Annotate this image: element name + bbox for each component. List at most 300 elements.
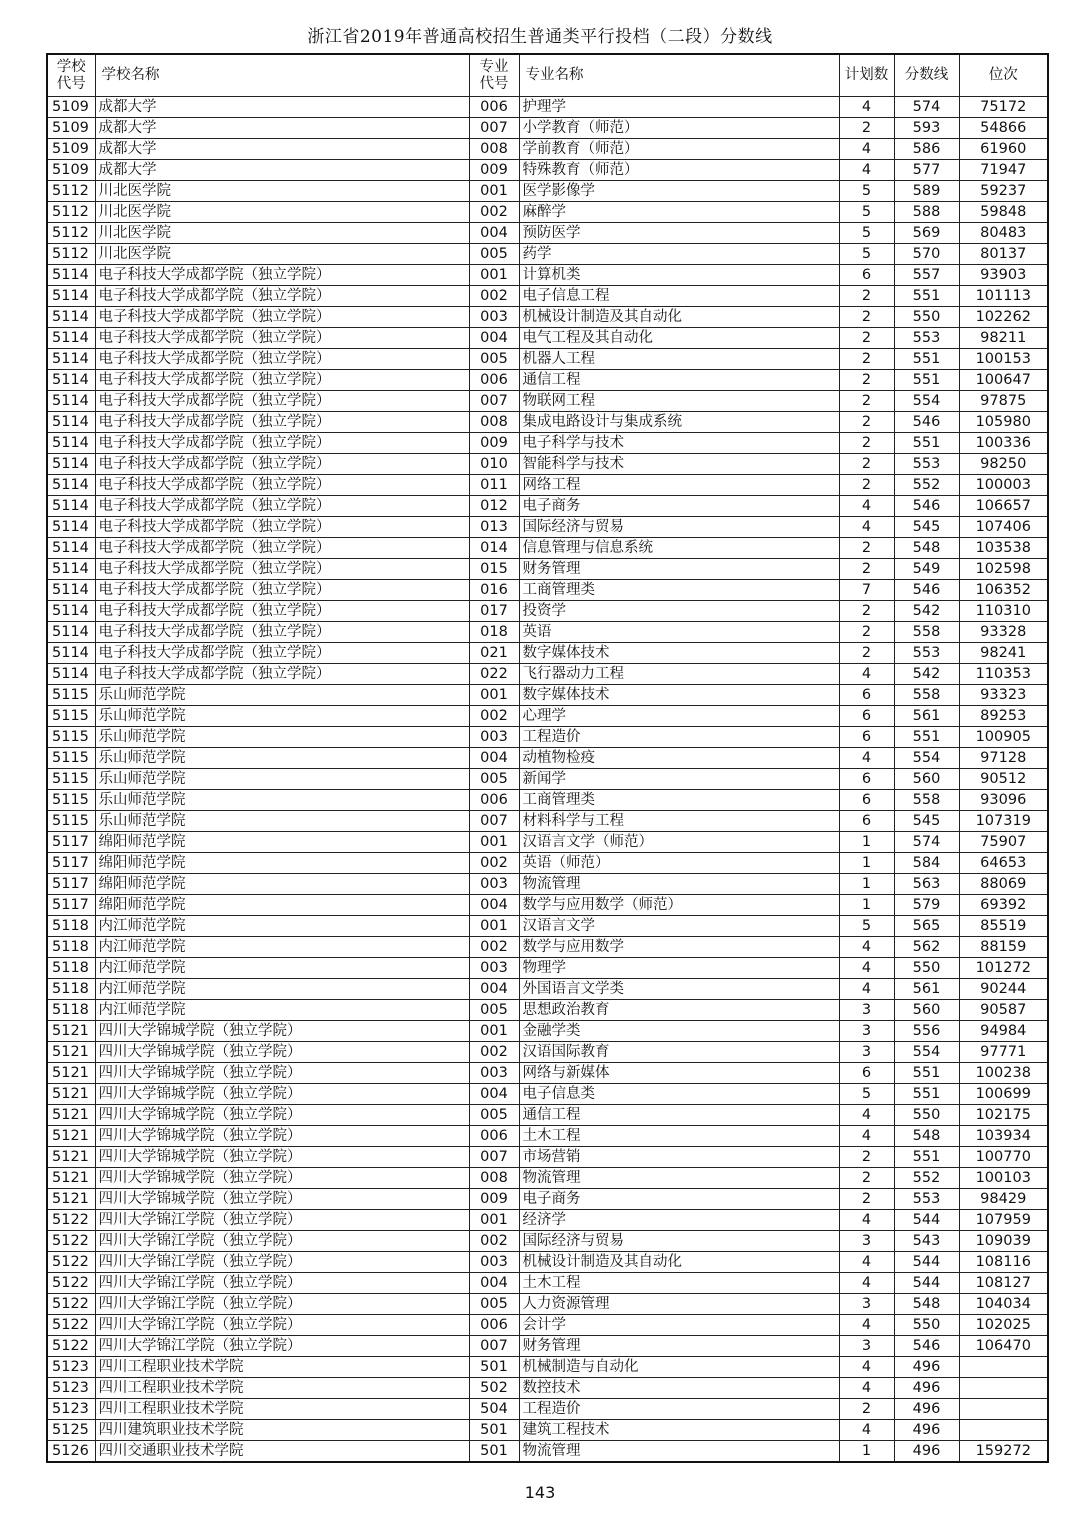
major-name-cell: 学前教育（师范）: [519, 139, 839, 160]
rank-cell: 100238: [959, 1063, 1048, 1084]
rank-cell: 103538: [959, 538, 1048, 559]
score-line-cell: 558: [894, 790, 959, 811]
school-name-cell: 四川大学锦城学院（独立学院）: [95, 1126, 469, 1147]
header-rank: 位次: [959, 54, 1048, 97]
header-school-code: 学校 代号: [47, 54, 95, 97]
plan-count-cell: 2: [839, 412, 894, 433]
rank-cell: 98211: [959, 328, 1048, 349]
score-line-cell: 552: [894, 475, 959, 496]
plan-count-cell: 5: [839, 202, 894, 223]
table-row: [47, 622, 1048, 643]
major-code-cell: 004: [469, 895, 519, 916]
rank-cell: 90244: [959, 979, 1048, 1000]
major-code-cell: 018: [469, 622, 519, 643]
rank-cell: 98429: [959, 1189, 1048, 1210]
school-code-cell: 5123: [47, 1399, 95, 1420]
school-code-cell: 5121: [47, 1189, 95, 1210]
plan-count-cell: 6: [839, 769, 894, 790]
plan-count-cell: 4: [839, 160, 894, 181]
major-code-cell: 502: [469, 1378, 519, 1399]
score-line-cell: 556: [894, 1021, 959, 1042]
score-line-cell: 551: [894, 1063, 959, 1084]
rank-cell: 110353: [959, 664, 1048, 685]
major-code-cell: 014: [469, 538, 519, 559]
rank-cell: 100905: [959, 727, 1048, 748]
school-code-cell: 5118: [47, 958, 95, 979]
plan-count-cell: 1: [839, 853, 894, 874]
major-code-cell: 008: [469, 412, 519, 433]
school-name-cell: 成都大学: [95, 118, 469, 139]
plan-count-cell: 2: [839, 1399, 894, 1420]
school-name-cell: 四川交通职业技术学院: [95, 1441, 469, 1463]
rank-cell: 59848: [959, 202, 1048, 223]
school-name-cell: 乐山师范学院: [95, 790, 469, 811]
major-code-cell: 002: [469, 1231, 519, 1252]
plan-count-cell: 6: [839, 1063, 894, 1084]
school-code-cell: 5122: [47, 1294, 95, 1315]
table-row: [47, 769, 1048, 790]
school-name-cell: 四川大学锦城学院（独立学院）: [95, 1021, 469, 1042]
major-code-cell: 002: [469, 853, 519, 874]
school-code-cell: 5114: [47, 580, 95, 601]
score-line-cell: 560: [894, 1000, 959, 1021]
school-code-cell: 5114: [47, 286, 95, 307]
score-line-cell: 589: [894, 181, 959, 202]
major-code-cell: 002: [469, 1042, 519, 1063]
school-code-cell: 5115: [47, 811, 95, 832]
major-code-cell: 015: [469, 559, 519, 580]
school-code-cell: 5121: [47, 1021, 95, 1042]
major-name-cell: 机械设计制造及其自动化: [519, 1252, 839, 1273]
major-name-cell: 物联网工程: [519, 391, 839, 412]
school-name-cell: 电子科技大学成都学院（独立学院）: [95, 412, 469, 433]
school-code-cell: 5109: [47, 160, 95, 181]
major-code-cell: 005: [469, 349, 519, 370]
score-line-cell: 545: [894, 517, 959, 538]
score-line-cell: 593: [894, 118, 959, 139]
rank-cell: 100699: [959, 1084, 1048, 1105]
score-line-cell: 544: [894, 1210, 959, 1231]
plan-count-cell: 4: [839, 1357, 894, 1378]
score-line-cell: 546: [894, 580, 959, 601]
school-code-cell: 5122: [47, 1336, 95, 1357]
major-code-cell: 003: [469, 958, 519, 979]
major-code-cell: 008: [469, 139, 519, 160]
major-code-cell: 003: [469, 727, 519, 748]
major-code-cell: 012: [469, 496, 519, 517]
header-major-code: 专业 代号: [469, 54, 519, 97]
major-code-cell: 010: [469, 454, 519, 475]
plan-count-cell: 4: [839, 1378, 894, 1399]
header-major-name: 专业名称: [519, 54, 839, 97]
school-name-cell: 电子科技大学成都学院（独立学院）: [95, 286, 469, 307]
score-table: [46, 53, 1049, 1463]
table-row: [47, 1357, 1048, 1378]
school-name-cell: 乐山师范学院: [95, 769, 469, 790]
school-name-cell: 电子科技大学成都学院（独立学院）: [95, 391, 469, 412]
rank-cell: 108116: [959, 1252, 1048, 1273]
score-line-cell: 570: [894, 244, 959, 265]
school-code-cell: 5114: [47, 643, 95, 664]
school-code-cell: 5122: [47, 1273, 95, 1294]
major-code-cell: 001: [469, 916, 519, 937]
table-row: [47, 1105, 1048, 1126]
major-name-cell: 建筑工程技术: [519, 1420, 839, 1441]
table-row: [47, 958, 1048, 979]
rank-cell: 93096: [959, 790, 1048, 811]
school-name-cell: 四川工程职业技术学院: [95, 1357, 469, 1378]
table-row: [47, 1084, 1048, 1105]
school-name-cell: 电子科技大学成都学院（独立学院）: [95, 664, 469, 685]
school-name-cell: 四川大学锦江学院（独立学院）: [95, 1273, 469, 1294]
school-name-cell: 川北医学院: [95, 244, 469, 265]
school-code-cell: 5117: [47, 853, 95, 874]
table-body: [47, 97, 1048, 1463]
table-row: [47, 433, 1048, 454]
plan-count-cell: 2: [839, 307, 894, 328]
major-code-cell: 003: [469, 1063, 519, 1084]
school-name-cell: 电子科技大学成都学院（独立学院）: [95, 265, 469, 286]
major-code-cell: 011: [469, 475, 519, 496]
plan-count-cell: 2: [839, 328, 894, 349]
school-code-cell: 5114: [47, 370, 95, 391]
major-name-cell: 药学: [519, 244, 839, 265]
table-row: [47, 475, 1048, 496]
school-code-cell: 5115: [47, 790, 95, 811]
school-name-cell: 成都大学: [95, 160, 469, 181]
school-code-cell: 5114: [47, 475, 95, 496]
major-code-cell: 007: [469, 118, 519, 139]
rank-cell: 107406: [959, 517, 1048, 538]
school-code-cell: 5112: [47, 181, 95, 202]
rank-cell: 97128: [959, 748, 1048, 769]
major-name-cell: 英语: [519, 622, 839, 643]
major-code-cell: 006: [469, 1315, 519, 1336]
major-code-cell: 004: [469, 328, 519, 349]
table-row: [47, 391, 1048, 412]
plan-count-cell: 4: [839, 517, 894, 538]
plan-count-cell: 6: [839, 790, 894, 811]
major-code-cell: 002: [469, 937, 519, 958]
major-code-cell: 002: [469, 202, 519, 223]
table-row: [47, 97, 1048, 118]
plan-count-cell: 6: [839, 265, 894, 286]
school-code-cell: 5123: [47, 1357, 95, 1378]
school-code-cell: 5114: [47, 265, 95, 286]
score-line-cell: 542: [894, 664, 959, 685]
school-name-cell: 绵阳师范学院: [95, 895, 469, 916]
score-line-cell: 588: [894, 202, 959, 223]
major-code-cell: 016: [469, 580, 519, 601]
table-row: [47, 1042, 1048, 1063]
major-name-cell: 数学与应用数学（师范）: [519, 895, 839, 916]
major-code-cell: 002: [469, 286, 519, 307]
plan-count-cell: 4: [839, 979, 894, 1000]
rank-cell: 90512: [959, 769, 1048, 790]
school-name-cell: 四川大学锦城学院（独立学院）: [95, 1063, 469, 1084]
major-name-cell: 智能科学与技术: [519, 454, 839, 475]
header-plan: 计划数: [839, 54, 894, 97]
school-name-cell: 电子科技大学成都学院（独立学院）: [95, 601, 469, 622]
score-line-cell: 549: [894, 559, 959, 580]
score-line-cell: 546: [894, 412, 959, 433]
major-name-cell: 数控技术: [519, 1378, 839, 1399]
score-line-cell: 553: [894, 328, 959, 349]
table-row: [47, 370, 1048, 391]
rank-cell: 100153: [959, 349, 1048, 370]
header-school-name: 学校名称: [95, 54, 469, 97]
plan-count-cell: 2: [839, 643, 894, 664]
school-code-cell: 5115: [47, 748, 95, 769]
school-name-cell: 电子科技大学成都学院（独立学院）: [95, 370, 469, 391]
table-row: [47, 580, 1048, 601]
table-row: [47, 874, 1048, 895]
plan-count-cell: 6: [839, 811, 894, 832]
major-code-cell: 009: [469, 160, 519, 181]
major-name-cell: 英语（师范）: [519, 853, 839, 874]
score-line-cell: 558: [894, 622, 959, 643]
table-row: [47, 265, 1048, 286]
score-line-cell: 577: [894, 160, 959, 181]
school-name-cell: 电子科技大学成都学院（独立学院）: [95, 496, 469, 517]
score-line-cell: 586: [894, 139, 959, 160]
major-name-cell: 土木工程: [519, 1126, 839, 1147]
plan-count-cell: 6: [839, 727, 894, 748]
school-code-cell: 5118: [47, 937, 95, 958]
score-line-cell: 546: [894, 1336, 959, 1357]
table-row: [47, 790, 1048, 811]
major-name-cell: 飞行器动力工程: [519, 664, 839, 685]
rank-cell: 102175: [959, 1105, 1048, 1126]
rank-cell: 159272: [959, 1441, 1048, 1463]
major-name-cell: 物流管理: [519, 1441, 839, 1463]
major-code-cell: 001: [469, 1210, 519, 1231]
major-code-cell: 022: [469, 664, 519, 685]
header-score: 分数线: [894, 54, 959, 97]
school-name-cell: 四川大学锦江学院（独立学院）: [95, 1315, 469, 1336]
table-row: [47, 1021, 1048, 1042]
rank-cell: 85519: [959, 916, 1048, 937]
table-row: [47, 349, 1048, 370]
major-name-cell: 电子信息类: [519, 1084, 839, 1105]
major-code-cell: 005: [469, 1294, 519, 1315]
major-code-cell: 007: [469, 1147, 519, 1168]
rank-cell: 97771: [959, 1042, 1048, 1063]
plan-count-cell: 4: [839, 1252, 894, 1273]
school-name-cell: 绵阳师范学院: [95, 874, 469, 895]
school-code-cell: 5114: [47, 601, 95, 622]
score-line-cell: 553: [894, 643, 959, 664]
school-name-cell: 电子科技大学成都学院（独立学院）: [95, 433, 469, 454]
school-code-cell: 5114: [47, 622, 95, 643]
major-name-cell: 材料科学与工程: [519, 811, 839, 832]
rank-cell: 109039: [959, 1231, 1048, 1252]
table-row: [47, 307, 1048, 328]
major-name-cell: 麻醉学: [519, 202, 839, 223]
plan-count-cell: 2: [839, 370, 894, 391]
table-row: [47, 748, 1048, 769]
school-name-cell: 内江师范学院: [95, 916, 469, 937]
school-name-cell: 四川大学锦城学院（独立学院）: [95, 1189, 469, 1210]
table-row: [47, 811, 1048, 832]
rank-cell: 107319: [959, 811, 1048, 832]
school-name-cell: 内江师范学院: [95, 979, 469, 1000]
score-line-cell: 496: [894, 1441, 959, 1463]
table-row: [47, 517, 1048, 538]
major-code-cell: 501: [469, 1420, 519, 1441]
school-code-cell: 5121: [47, 1147, 95, 1168]
plan-count-cell: 1: [839, 832, 894, 853]
plan-count-cell: 4: [839, 1105, 894, 1126]
score-line-cell: 542: [894, 601, 959, 622]
school-code-cell: 5114: [47, 559, 95, 580]
table-row: [47, 202, 1048, 223]
major-code-cell: 007: [469, 391, 519, 412]
score-line-cell: 548: [894, 1126, 959, 1147]
plan-count-cell: 2: [839, 391, 894, 412]
school-name-cell: 电子科技大学成都学院（独立学院）: [95, 328, 469, 349]
rank-cell: 59237: [959, 181, 1048, 202]
rank-cell: 75172: [959, 97, 1048, 118]
major-name-cell: 人力资源管理: [519, 1294, 839, 1315]
table-row: [47, 727, 1048, 748]
plan-count-cell: 2: [839, 349, 894, 370]
plan-count-cell: 1: [839, 1441, 894, 1463]
major-code-cell: 005: [469, 769, 519, 790]
major-name-cell: 经济学: [519, 1210, 839, 1231]
major-name-cell: 汉语国际教育: [519, 1042, 839, 1063]
school-name-cell: 电子科技大学成都学院（独立学院）: [95, 517, 469, 538]
plan-count-cell: 2: [839, 1168, 894, 1189]
table-row: [47, 1336, 1048, 1357]
major-code-cell: 001: [469, 181, 519, 202]
plan-count-cell: 4: [839, 1420, 894, 1441]
school-name-cell: 四川工程职业技术学院: [95, 1378, 469, 1399]
rank-cell: 88069: [959, 874, 1048, 895]
rank-cell: 106352: [959, 580, 1048, 601]
plan-count-cell: 3: [839, 1336, 894, 1357]
major-code-cell: 501: [469, 1357, 519, 1378]
school-code-cell: 5114: [47, 538, 95, 559]
table-row: [47, 244, 1048, 265]
school-code-cell: 5114: [47, 412, 95, 433]
score-line-cell: 553: [894, 454, 959, 475]
rank-cell: 89253: [959, 706, 1048, 727]
school-code-cell: 5123: [47, 1378, 95, 1399]
plan-count-cell: 2: [839, 475, 894, 496]
table-row: [47, 832, 1048, 853]
score-line-cell: 553: [894, 1189, 959, 1210]
score-line-cell: 554: [894, 1042, 959, 1063]
plan-count-cell: 4: [839, 664, 894, 685]
school-name-cell: 四川大学锦江学院（独立学院）: [95, 1210, 469, 1231]
school-code-cell: 5118: [47, 979, 95, 1000]
plan-count-cell: 4: [839, 1126, 894, 1147]
major-name-cell: 数字媒体技术: [519, 643, 839, 664]
major-name-cell: 医学影像学: [519, 181, 839, 202]
rank-cell: 80483: [959, 223, 1048, 244]
plan-count-cell: 4: [839, 748, 894, 769]
plan-count-cell: 3: [839, 1021, 894, 1042]
score-line-cell: 550: [894, 307, 959, 328]
score-line-cell: 550: [894, 1105, 959, 1126]
school-name-cell: 川北医学院: [95, 202, 469, 223]
major-code-cell: 007: [469, 1336, 519, 1357]
major-name-cell: 小学教育（师范）: [519, 118, 839, 139]
school-name-cell: 成都大学: [95, 139, 469, 160]
rank-cell: 102025: [959, 1315, 1048, 1336]
score-line-cell: 544: [894, 1252, 959, 1273]
table-row: [47, 1189, 1048, 1210]
school-name-cell: 四川大学锦城学院（独立学院）: [95, 1084, 469, 1105]
major-name-cell: 机器人工程: [519, 349, 839, 370]
table-row: [47, 916, 1048, 937]
school-name-cell: 四川大学锦江学院（独立学院）: [95, 1336, 469, 1357]
rank-cell: 75907: [959, 832, 1048, 853]
table-row: [47, 1294, 1048, 1315]
school-name-cell: 乐山师范学院: [95, 811, 469, 832]
table-row: [47, 979, 1048, 1000]
school-code-cell: 5121: [47, 1126, 95, 1147]
page-number: 143: [524, 1483, 556, 1502]
school-code-cell: 5117: [47, 895, 95, 916]
major-name-cell: 工程造价: [519, 727, 839, 748]
major-name-cell: 网络与新媒体: [519, 1063, 839, 1084]
major-name-cell: 电子信息工程: [519, 286, 839, 307]
plan-count-cell: 3: [839, 1000, 894, 1021]
plan-count-cell: 3: [839, 1231, 894, 1252]
table-row: [47, 538, 1048, 559]
score-line-cell: 558: [894, 685, 959, 706]
table-row: [47, 1231, 1048, 1252]
rank-cell: 100647: [959, 370, 1048, 391]
score-line-cell: 557: [894, 265, 959, 286]
school-code-cell: 5115: [47, 706, 95, 727]
rank-cell: 100003: [959, 475, 1048, 496]
major-name-cell: 财务管理: [519, 1336, 839, 1357]
major-code-cell: 006: [469, 790, 519, 811]
school-code-cell: 5109: [47, 97, 95, 118]
plan-count-cell: 6: [839, 706, 894, 727]
score-line-cell: 551: [894, 370, 959, 391]
score-line-cell: 550: [894, 958, 959, 979]
plan-count-cell: 2: [839, 433, 894, 454]
school-name-cell: 乐山师范学院: [95, 748, 469, 769]
school-code-cell: 5114: [47, 454, 95, 475]
score-line-cell: 561: [894, 979, 959, 1000]
rank-cell: 93328: [959, 622, 1048, 643]
major-name-cell: 护理学: [519, 97, 839, 118]
plan-count-cell: 2: [839, 1189, 894, 1210]
school-name-cell: 绵阳师范学院: [95, 832, 469, 853]
plan-count-cell: 2: [839, 538, 894, 559]
table-row: [47, 1315, 1048, 1336]
school-name-cell: 电子科技大学成都学院（独立学院）: [95, 454, 469, 475]
rank-cell: 64653: [959, 853, 1048, 874]
school-name-cell: 川北医学院: [95, 181, 469, 202]
table-row: [47, 223, 1048, 244]
rank-cell: [959, 1378, 1048, 1399]
major-name-cell: 土木工程: [519, 1273, 839, 1294]
major-code-cell: 021: [469, 643, 519, 664]
school-name-cell: 四川大学锦江学院（独立学院）: [95, 1294, 469, 1315]
score-line-cell: 563: [894, 874, 959, 895]
table-row: [47, 937, 1048, 958]
rank-cell: 100770: [959, 1147, 1048, 1168]
plan-count-cell: 4: [839, 937, 894, 958]
score-line-cell: 551: [894, 433, 959, 454]
school-code-cell: 5115: [47, 727, 95, 748]
